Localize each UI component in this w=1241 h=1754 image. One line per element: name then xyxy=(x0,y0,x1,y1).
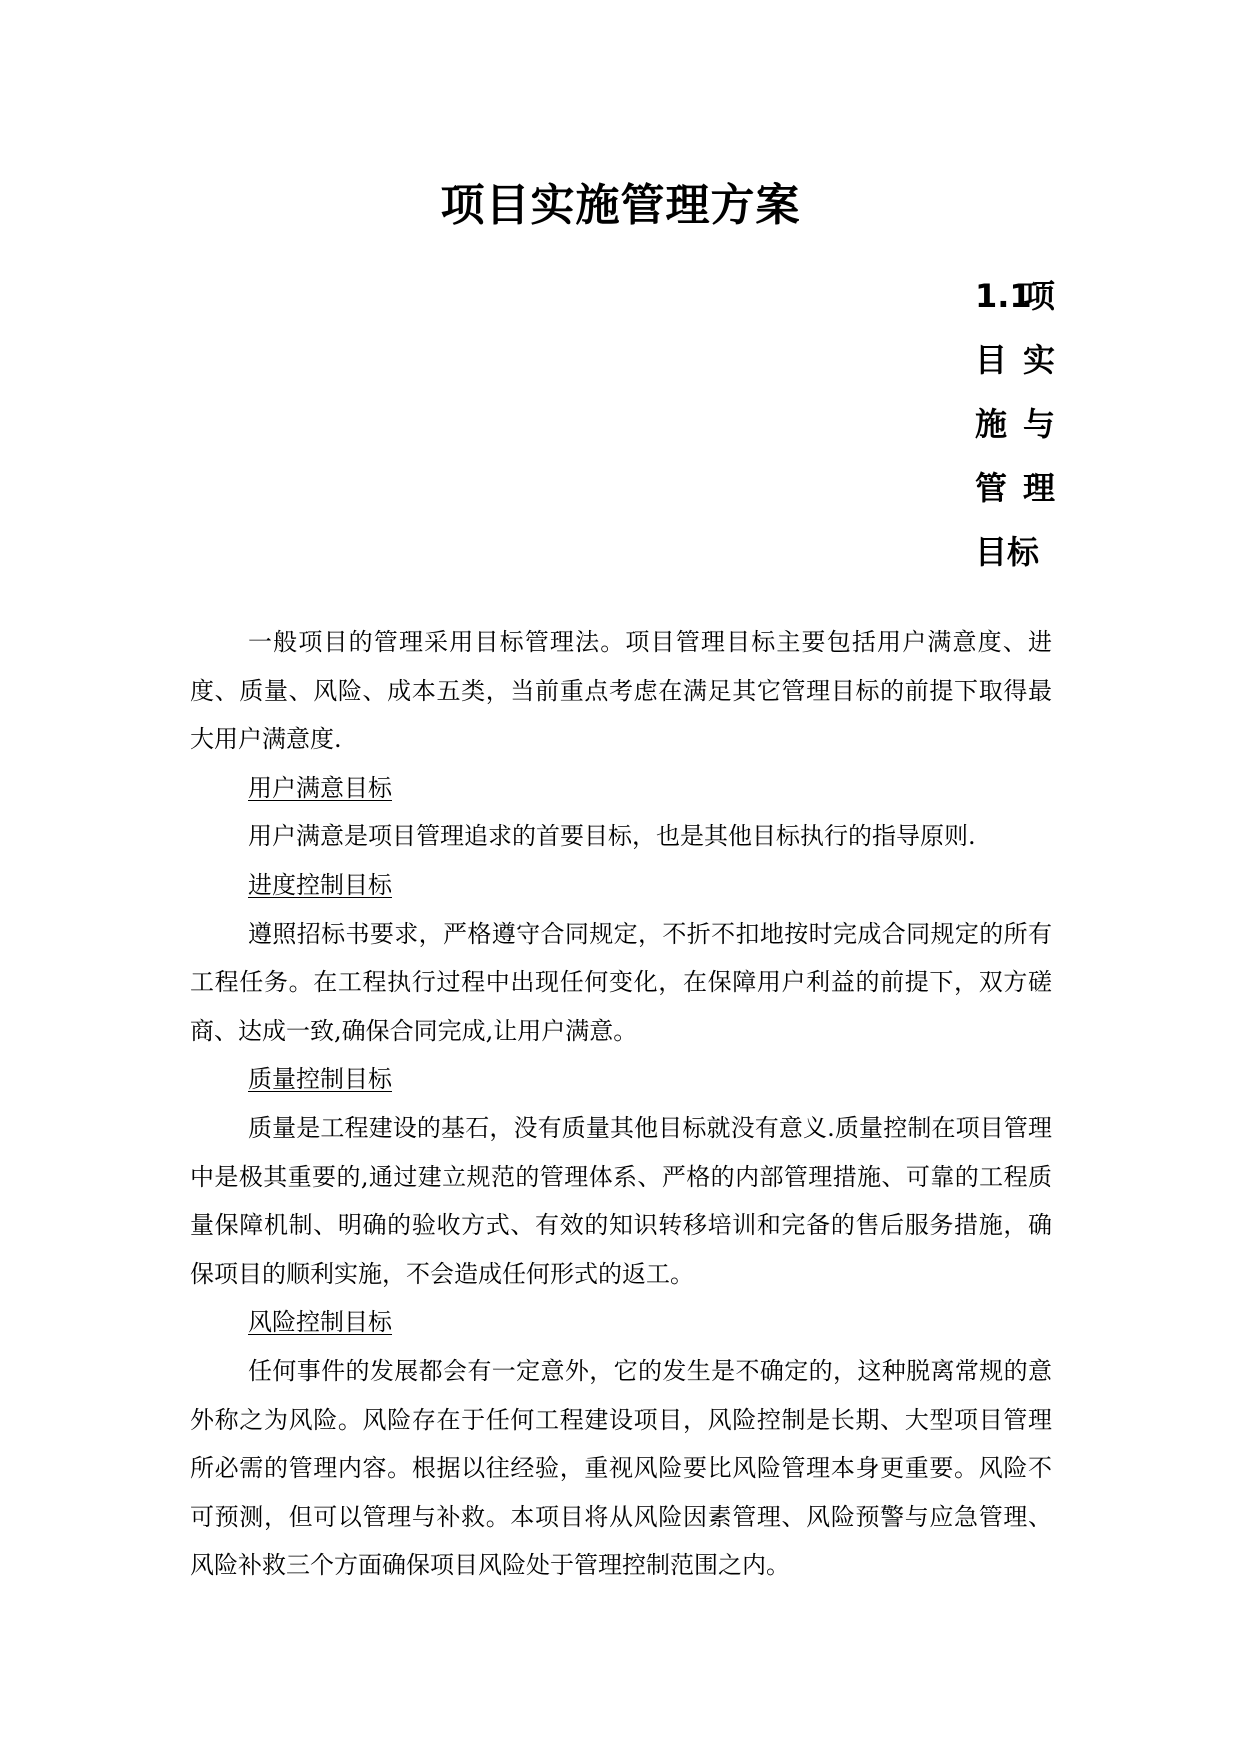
subsection-heading-schedule-control xyxy=(190,861,1052,910)
document-body xyxy=(190,618,1052,1590)
subsection-heading-text: 进度控制目标 xyxy=(248,870,392,899)
section-number: 1.1 xyxy=(975,277,1032,315)
section-heading-char: 管 xyxy=(975,469,1008,507)
section-heading-char: 理 xyxy=(1023,469,1056,507)
subsection-heading-quality-control xyxy=(190,1055,1052,1104)
subsection-heading-risk-control xyxy=(190,1298,1052,1347)
section-heading-line xyxy=(975,528,1075,592)
section-heading-char: 目标 xyxy=(975,533,1040,571)
subsection-paragraph: 用户满意是项目管理追求的首要目标，也是其他目标执行的指导原则. xyxy=(248,822,976,851)
section-heading-line xyxy=(975,464,1075,528)
section-heading-line xyxy=(975,400,1075,464)
section-heading-char: 目 xyxy=(975,341,1008,379)
section-heading-char: 实 xyxy=(1023,341,1056,379)
section-heading-line xyxy=(975,272,1075,336)
subsection-heading-text: 风险控制目标 xyxy=(248,1308,392,1337)
document-title: 项目实施管理方案 xyxy=(440,180,801,231)
subsection-heading-text: 用户满意目标 xyxy=(248,773,392,802)
subsection-paragraph: 遵照招标书要求，严格遵守合同规定，不折不扣地按时完成合同规定的所有工程任务。在工程执行过程中出现任何变化，在保障用户利益的前提下，双方磋商、达成一致,确保合同完成,让用户满意。 xyxy=(190,919,1052,1045)
subsection-heading-user-satisfaction xyxy=(190,764,1052,813)
subsection-paragraph: 质量是工程建设的基石，没有质量其他目标就没有意义.质量控制在项目管理中是极其重要的,通过建立规范的管理体系、严格的内部管理措施、可靠的工程质量保障机制、明确的验收方式、有效的知识转移培训和完备的售后服务措施，确保项目的顺利实施，不会造成任何形式的返工。 xyxy=(190,1113,1052,1288)
subsection-paragraph: 任何事件的发展都会有一定意外，它的发生是不确定的，这种脱离常规的意外称之为风险。风险存在于任何工程建设项目，风险控制是长期、大型项目管理所必需的管理内容。根据以往经验，重视风险要比风险管理本身更重要。风险不可预测，但可以管理与补救。本项目将从风险因素管理、风险预警与应急管理、风险补救三个方面确保项目风险处于管理控制范围之内。 xyxy=(190,1356,1052,1580)
section-heading-char: 与 xyxy=(1023,405,1056,443)
section-heading-char: 施 xyxy=(975,405,1008,443)
subsection-heading-text: 质量控制目标 xyxy=(248,1065,392,1094)
section-heading-char: 项 xyxy=(1023,277,1056,315)
section-heading xyxy=(975,272,1075,592)
section-heading-line xyxy=(975,336,1075,400)
intro-paragraph: 一般项目的管理采用目标管理法。项目管理目标主要包括用户满意度、进度、质量、风险、成本五类，当前重点考虑在满足其它管理目标的前提下取得最大用户满意度. xyxy=(190,628,1052,754)
